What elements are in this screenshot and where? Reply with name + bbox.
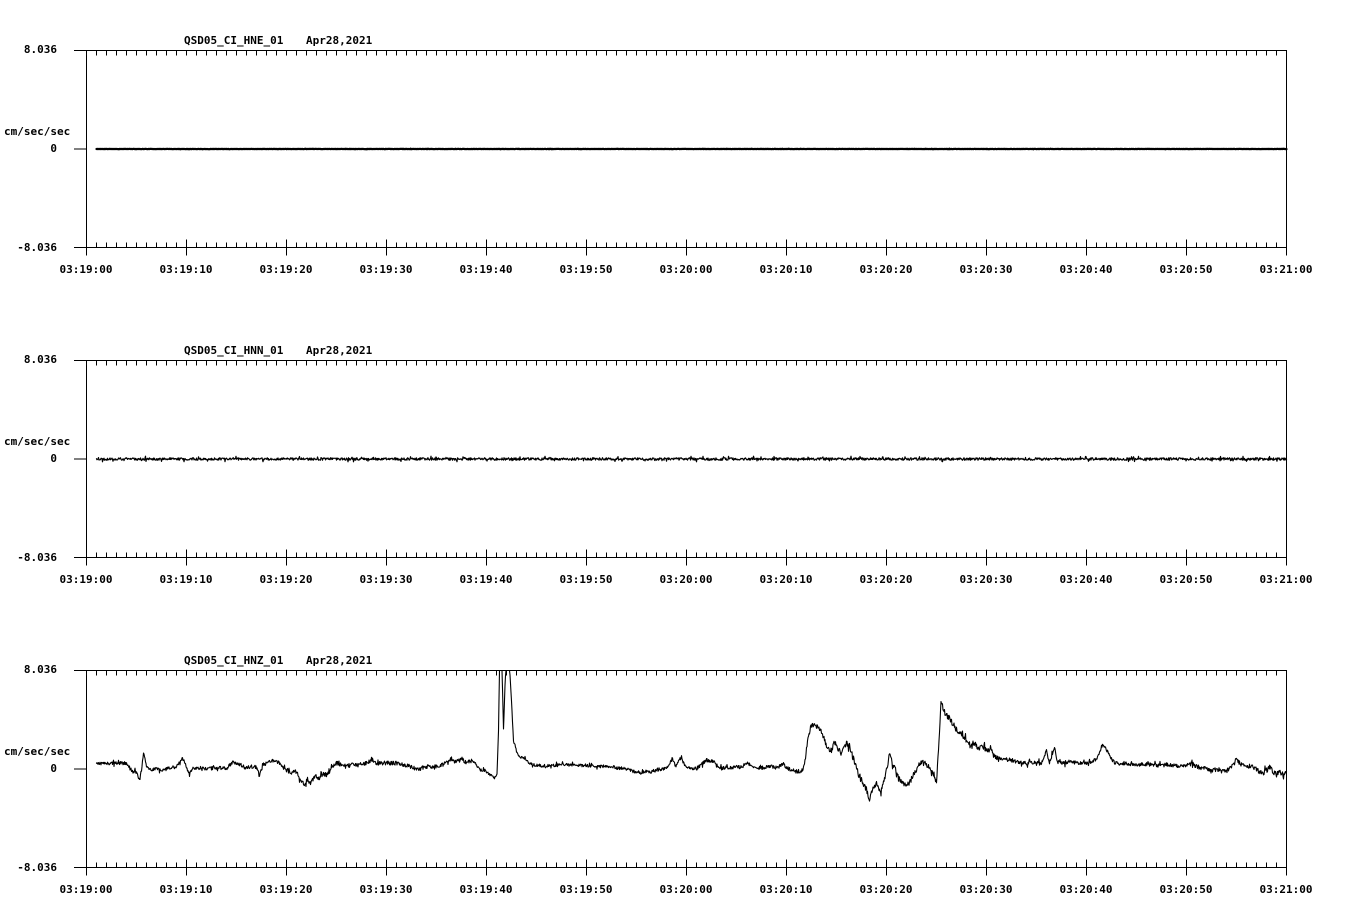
x-tick-label: 03:21:00: [1259, 263, 1313, 276]
chart-title-station: QSD05_CI_HNZ_01: [184, 654, 284, 667]
y-axis-unit-label: cm/sec/sec: [4, 745, 71, 758]
x-tick-label: 03:20:30: [959, 883, 1013, 896]
x-tick-label: 03:20:50: [1159, 883, 1213, 896]
x-tick-label: 03:20:30: [959, 263, 1013, 276]
y-axis-unit-label: cm/sec/sec: [4, 435, 71, 448]
x-tick-label: 03:19:40: [459, 573, 513, 586]
x-tick-label: 03:19:40: [459, 263, 513, 276]
x-tick-label: 03:19:50: [559, 883, 613, 896]
chart-title-date: Apr28,2021: [306, 34, 373, 47]
x-tick-label: 03:21:00: [1259, 573, 1313, 586]
chart-title-date: Apr28,2021: [306, 654, 373, 667]
x-tick-label: 03:19:10: [159, 263, 213, 276]
chart-title-date: Apr28,2021: [306, 344, 373, 357]
x-tick-label: 03:20:10: [759, 263, 813, 276]
x-tick-label: 03:20:00: [659, 883, 713, 896]
chart-title-station: QSD05_CI_HNN_01: [184, 344, 284, 357]
seismogram-chart-hnn: [0, 310, 1358, 620]
x-tick-label: 03:19:20: [259, 883, 313, 896]
y-axis-zero-label: 0: [50, 762, 57, 775]
x-tick-label: 03:20:20: [859, 263, 913, 276]
x-tick-label: 03:20:20: [859, 883, 913, 896]
x-tick-label: 03:21:00: [1259, 883, 1313, 896]
y-axis-min-label: -8.036: [17, 241, 57, 254]
y-axis-min-label: -8.036: [17, 861, 57, 874]
y-axis-max-label: 8.036: [23, 43, 57, 56]
x-tick-label: 03:19:50: [559, 263, 613, 276]
x-tick-label: 03:20:00: [659, 573, 713, 586]
x-tick-label: 03:20:40: [1059, 573, 1113, 586]
x-tick-label: 03:19:50: [559, 573, 613, 586]
waveform-plot-hne: [86, 50, 1287, 248]
x-tick-label: 03:19:40: [459, 883, 513, 896]
x-tick-label: 03:20:10: [759, 573, 813, 586]
chart-title-station: QSD05_CI_HNE_01: [184, 34, 284, 47]
waveform-plot-hnn: [86, 360, 1287, 558]
y-axis-min-label: -8.036: [17, 551, 57, 564]
x-tick-label: 03:20:20: [859, 573, 913, 586]
x-tick-label: 03:19:20: [259, 573, 313, 586]
x-tick-label: 03:20:40: [1059, 263, 1113, 276]
y-axis-zero-label: 0: [50, 142, 57, 155]
y-axis-max-label: 8.036: [23, 663, 57, 676]
seismogram-chart-hnz: [0, 620, 1358, 924]
x-tick-label: 03:20:40: [1059, 883, 1113, 896]
x-tick-label: 03:20:50: [1159, 263, 1213, 276]
x-axis-labels: [0, 263, 1358, 277]
x-tick-label: 03:19:10: [159, 573, 213, 586]
x-tick-label: 03:19:10: [159, 883, 213, 896]
x-tick-label: 03:19:20: [259, 263, 313, 276]
x-tick-label: 03:19:30: [359, 883, 413, 896]
x-tick-label: 03:20:00: [659, 263, 713, 276]
x-tick-label: 03:19:00: [59, 883, 113, 896]
x-tick-label: 03:19:30: [359, 263, 413, 276]
waveform-plot-hnz: [86, 670, 1287, 868]
x-tick-label: 03:20:10: [759, 883, 813, 896]
x-axis-labels: [0, 883, 1358, 897]
x-tick-label: 03:20:50: [1159, 573, 1213, 586]
x-tick-label: 03:19:30: [359, 573, 413, 586]
x-axis-labels: [0, 573, 1358, 587]
y-axis-max-label: 8.036: [23, 353, 57, 366]
y-axis-zero-label: 0: [50, 452, 57, 465]
y-axis-unit-label: cm/sec/sec: [4, 125, 71, 138]
seismogram-chart-hne: [0, 0, 1358, 310]
x-tick-label: 03:20:30: [959, 573, 1013, 586]
x-tick-label: 03:19:00: [59, 573, 113, 586]
x-tick-label: 03:19:00: [59, 263, 113, 276]
